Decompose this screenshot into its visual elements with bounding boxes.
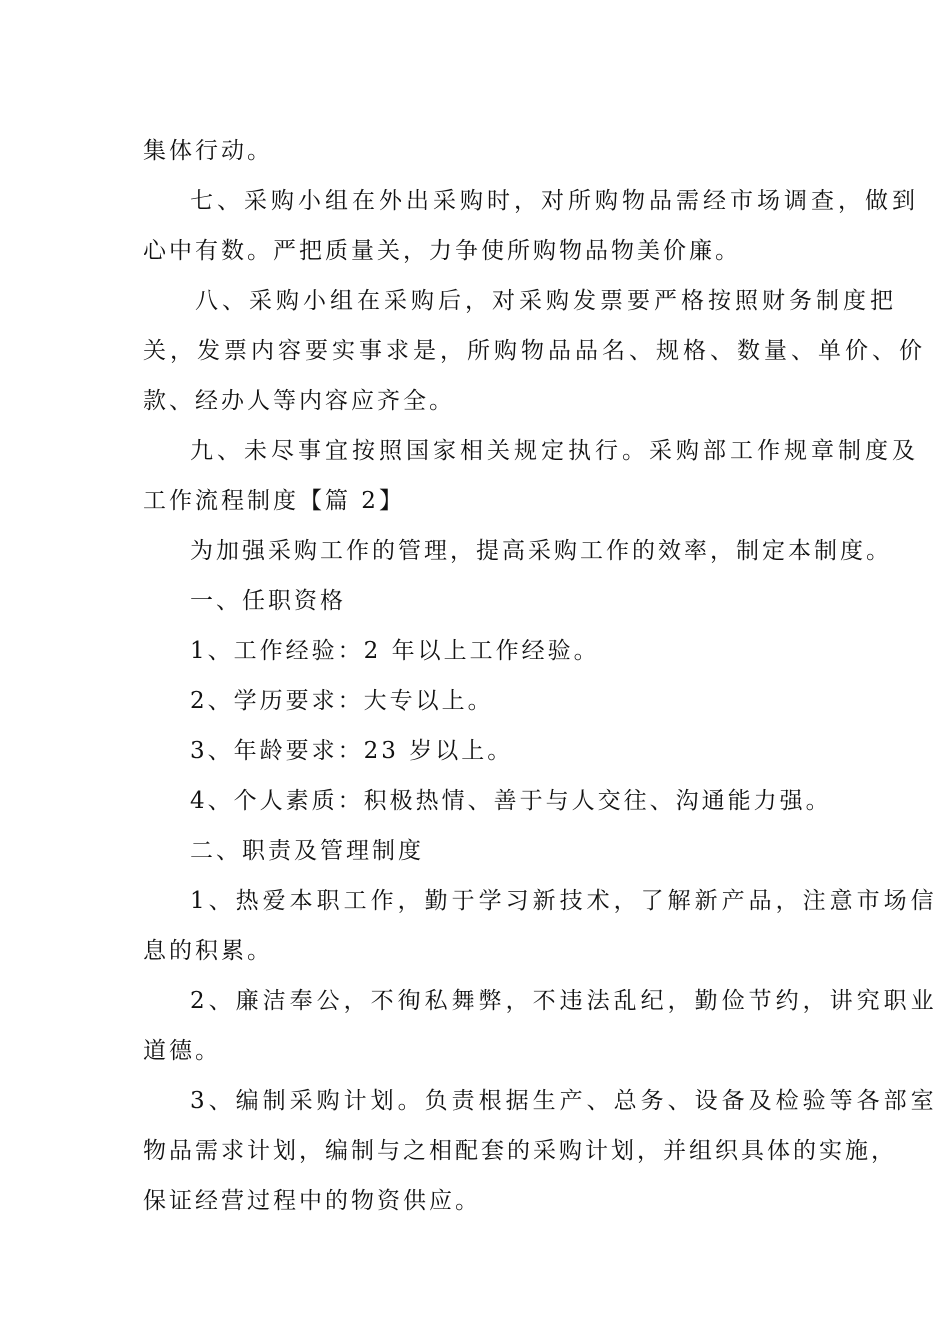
text-line-content: 2、廉洁奉公，不徇私舞弊，不违法乱纪，勤俭节约，讲究职业 bbox=[190, 988, 938, 1014]
text-line-content: 息的积累。 bbox=[143, 938, 273, 964]
text-line bbox=[0, 786, 950, 816]
text-line-content: 款、经办人等内容应齐全。 bbox=[143, 388, 455, 414]
text-line bbox=[0, 436, 950, 466]
text-line bbox=[0, 136, 950, 166]
text-line-content: 1、热爱本职工作，勤于学习新技术，了解新产品，注意市场信 bbox=[190, 888, 938, 914]
text-line-content: 物品需求计划，编制与之相配套的采购计划，并组织具体的实施， bbox=[143, 1138, 897, 1164]
text-line-content: 2、学历要求：大专以上。 bbox=[190, 688, 494, 714]
text-line-content: 一、任职资格 bbox=[190, 588, 346, 614]
text-line bbox=[0, 1086, 950, 1116]
text-line bbox=[0, 736, 950, 766]
text-line bbox=[0, 286, 950, 316]
text-line-content: 关，发票内容要实事求是，所购物品品名、规格、数量、单价、价 bbox=[143, 338, 926, 364]
text-line bbox=[0, 1136, 950, 1166]
text-line bbox=[0, 1186, 950, 1216]
text-line-content: 为加强采购工作的管理，提高采购工作的效率，制定本制度。 bbox=[190, 538, 892, 564]
text-line bbox=[0, 986, 950, 1016]
text-line bbox=[0, 536, 950, 566]
text-line bbox=[0, 836, 950, 866]
text-line bbox=[0, 886, 950, 916]
text-line-content: 道德。 bbox=[143, 1038, 221, 1064]
text-line bbox=[0, 486, 950, 516]
text-line-content: 心中有数。严把质量关，力争使所购物品物美价廉。 bbox=[143, 238, 741, 264]
text-line-content: 3、编制采购计划。负责根据生产、总务、设备及检验等各部室 bbox=[190, 1088, 938, 1114]
text-line bbox=[0, 936, 950, 966]
text-line-content: 集体行动。 bbox=[143, 138, 273, 164]
text-line-content: 九、未尽事宜按照国家相关规定执行。采购部工作规章制度及 bbox=[190, 438, 919, 464]
text-line-content: 工作流程制度【篇 2】 bbox=[143, 488, 405, 514]
text-line bbox=[0, 586, 950, 616]
text-line bbox=[0, 686, 950, 716]
text-line-content: 八、采购小组在采购后，对采购发票要严格按照财务制度把 bbox=[195, 288, 897, 314]
text-line-content: 保证经营过程中的物资供应。 bbox=[143, 1188, 481, 1214]
text-line-content: 3、年龄要求：23 岁以上。 bbox=[190, 738, 514, 764]
text-line-content: 1、工作经验：2 年以上工作经验。 bbox=[190, 638, 600, 664]
text-line-content: 七、采购小组在外出采购时，对所购物品需经市场调查，做到 bbox=[190, 188, 919, 214]
text-line-content: 4、个人素质：积极热情、善于与人交往、沟通能力强。 bbox=[190, 788, 832, 814]
text-line-content: 二、职责及管理制度 bbox=[190, 838, 424, 864]
text-line bbox=[0, 186, 950, 216]
text-line bbox=[0, 1036, 950, 1066]
text-line bbox=[0, 236, 950, 266]
text-line bbox=[0, 636, 950, 666]
text-line bbox=[0, 386, 950, 416]
text-line bbox=[0, 336, 950, 366]
